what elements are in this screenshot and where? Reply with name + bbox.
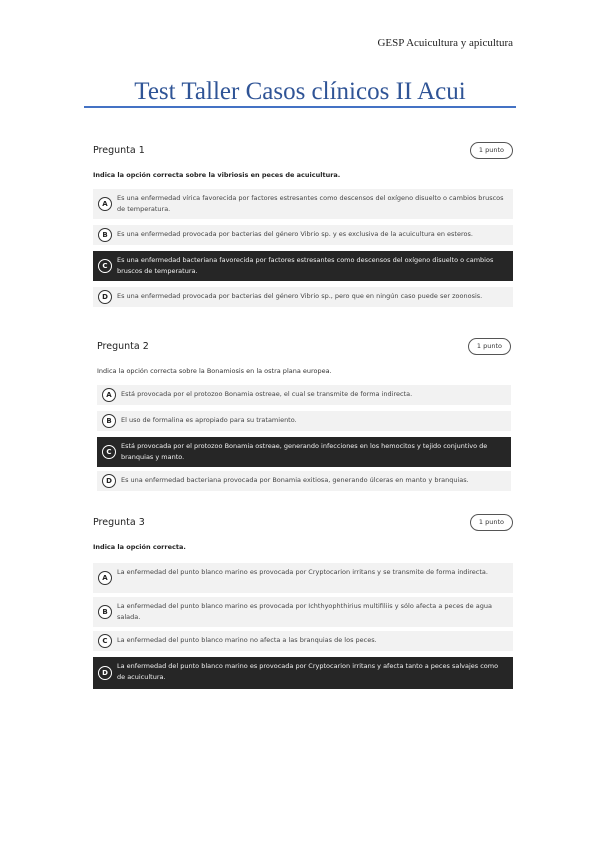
option-a[interactable] [93,563,513,593]
option-a[interactable] [93,189,513,219]
option-text: La enfermedad del punto blanco marino es provocada por Cryptocarion irritans y afecta tanto a peces salvajes como de acuicultura. [117,662,499,681]
option-b[interactable] [97,411,511,431]
option-letter: A [98,571,112,585]
option-c[interactable] [93,251,513,281]
question-prompt: Indica la opción correcta sobre la Bonamiosis en la ostra plana europea. [97,367,332,375]
points-badge: 1 punto [470,514,513,531]
page-title: Test Taller Casos clínicos II Acui [134,78,466,105]
option-letter: B [98,605,112,619]
points-badge: 1 punto [470,142,513,159]
option-letter: C [98,259,112,273]
option-d[interactable] [97,471,511,491]
option-text: El uso de formalina es apropiado para su tratamiento. [121,416,297,424]
option-text: La enfermedad del punto blanco marino no afecta a las branquias de los peces. [117,636,377,644]
option-text: Está provocada por el protozoo Bonamia ostreae, el cual se transmite de forma indirecta. [121,390,413,398]
option-c[interactable] [97,437,511,467]
option-text: La enfermedad del punto blanco marino es provocada por Cryptocarion irritans y se transmite de forma indirecta. [117,568,488,576]
option-letter: C [98,634,112,648]
option-text: Está provocada por el protozoo Bonamia ostreae, generando infecciones en los hemocitos y tejido conjuntivo de branquias y manto. [121,442,488,461]
option-d[interactable] [93,287,513,307]
option-text: Es una enfermedad provocada por bacterias del género Vibrio sp. y es exclusiva de la acuicultura en esteros. [117,230,473,238]
points-badge: 1 punto [468,338,511,355]
option-letter: D [98,666,112,680]
option-a[interactable] [97,385,511,405]
option-letter: D [98,290,112,304]
option-c[interactable] [93,631,513,651]
option-b[interactable] [93,225,513,245]
option-text: La enfermedad del punto blanco marino es provocada por Ichthyophthirius multifiliis y sólo afecta a peces de agua salada. [117,602,492,621]
title-rule [84,106,516,108]
option-b[interactable] [93,597,513,627]
question-prompt: Indica la opción correcta. [93,543,186,551]
option-letter: A [98,197,112,211]
option-d[interactable] [93,657,513,689]
question-title: Pregunta 2 [97,341,149,352]
option-letter: A [102,388,116,402]
option-text: Es una enfermedad provocada por bacterias del género Vibrio sp., pero que en ningún caso puede ser zoonosis. [117,292,483,300]
option-letter: D [102,474,116,488]
option-letter: B [98,228,112,242]
option-letter: B [102,414,116,428]
option-text: Es una enfermedad bacteriana provocada por Bonamia exitiosa, generando úlceras en manto y branquias. [121,476,469,484]
option-text: Es una enfermedad vírica favorecida por factores estresantes como descensos del oxígeno disuelto o cambios bruscos de temperatura. [117,194,504,213]
option-text: Es una enfermedad bacteriana favorecida por factores estresantes como descensos del oxígeno disuelto o cambios bruscos de temperatura. [117,256,494,275]
question-title: Pregunta 1 [93,145,145,156]
header-subject: GESP Acuicultura y apicultura [377,37,513,49]
question-title: Pregunta 3 [93,517,145,528]
option-letter: C [102,445,116,459]
question-prompt: Indica la opción correcta sobre la vibriosis en peces de acuicultura. [93,171,341,179]
